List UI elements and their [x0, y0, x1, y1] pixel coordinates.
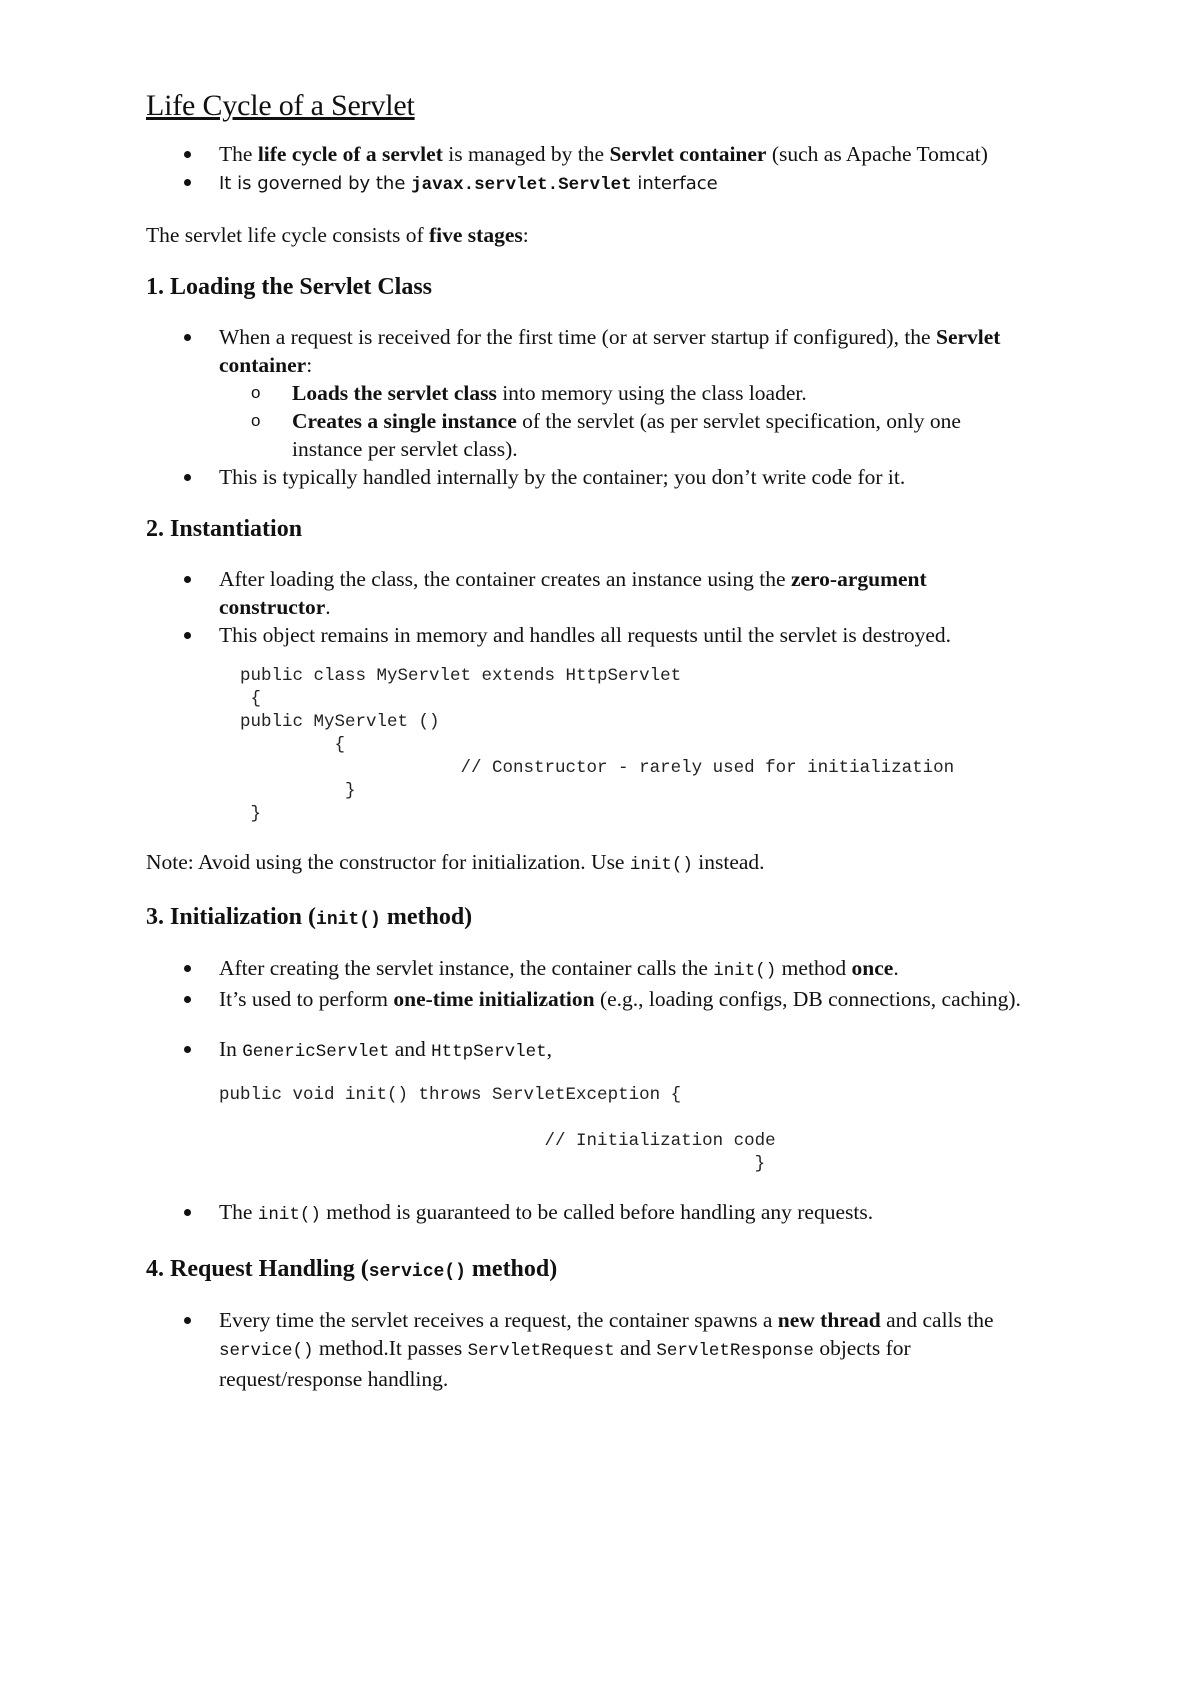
page-title: Life Cycle of a Servlet: [146, 89, 415, 122]
bullet-icon: [184, 474, 191, 481]
list-item: The init() method is guaranteed to be called before handling any requests.: [146, 1198, 1066, 1229]
bullet-icon: [184, 1209, 191, 1216]
circle-bullet-icon: o: [251, 383, 261, 402]
list-item: It is governed by the javax.servlet.Servlet interface: [146, 168, 1066, 199]
intro-list: [146, 140, 1066, 199]
code-block: public class MyServlet extends HttpServlet { public MyServlet () { // Constructor - rarely used for initialization } }: [240, 666, 955, 824]
bullet-icon: [184, 334, 191, 341]
list-item: In GenericServlet and HttpServlet,: [146, 1035, 1066, 1066]
section-heading: 4. Request Handling (service() method): [146, 1256, 558, 1282]
circle-bullet-icon: o: [251, 411, 261, 430]
note-paragraph: Note: Avoid using the constructor for initialization. Use init() instead.: [146, 850, 765, 875]
bullet-icon: [184, 632, 191, 639]
list-item: After creating the servlet instance, the container calls the init() method once.: [146, 954, 1066, 985]
list-item: When a request is received for the first time (or at server startup if configured), the Servlet container: o Loads the servlet class into memory using the class loader. o Creates a single instance of the servlet (as per servlet specification, only one instance per servlet class).: [146, 323, 1066, 463]
code-block: public void init() throws ServletException { // Initialization code }: [219, 1085, 776, 1174]
section-heading: 1. Loading the Servlet Class: [146, 274, 433, 300]
bullet-icon: [184, 179, 191, 186]
section2-list: [146, 565, 1066, 649]
bullet-icon: [184, 996, 191, 1003]
bullet-icon: [184, 576, 191, 583]
list-item: The life cycle of a servlet is managed by the Servlet container (such as Apache Tomcat): [146, 140, 1039, 168]
bullet-icon: [184, 1046, 191, 1053]
section1-sublist: [219, 379, 1066, 463]
section-heading: 3. Initialization (init() method): [146, 904, 473, 930]
list-item: Every time the servlet receives a request, the container spawns a new thread and calls the service() method.It passes ServletRequest and ServletResponse objects for request/response handling.: [146, 1306, 1059, 1393]
section4-list: [146, 1306, 1066, 1393]
summary-paragraph: The servlet life cycle consists of five stages:: [146, 223, 529, 247]
bullet-icon: [184, 1317, 191, 1324]
bullet-icon: [184, 965, 191, 972]
list-item: It’s used to perform one-time initialization (e.g., loading configs, DB connections, caching).: [146, 985, 1039, 1013]
section1-list: [146, 323, 1066, 491]
section3-list: [146, 954, 1066, 1066]
list-item: o Creates a single instance of the servlet (as per servlet specification, only one instance per servlet class).: [251, 409, 961, 461]
list-item: This is typically handled internally by the container; you don’t write code for it.: [146, 463, 1066, 491]
list-item: o Loads the servlet class into memory using the class loader.: [251, 381, 807, 405]
list-item: This object remains in memory and handles all requests until the servlet is destroyed.: [146, 621, 1066, 649]
section3-list-end: [146, 1198, 1066, 1229]
section-heading: 2. Instantiation: [146, 516, 303, 542]
document-page: [146, 86, 1066, 1393]
bullet-icon: [184, 151, 191, 158]
list-item: After loading the class, the container creates an instance using the zero-argument constructor.: [146, 565, 1039, 621]
